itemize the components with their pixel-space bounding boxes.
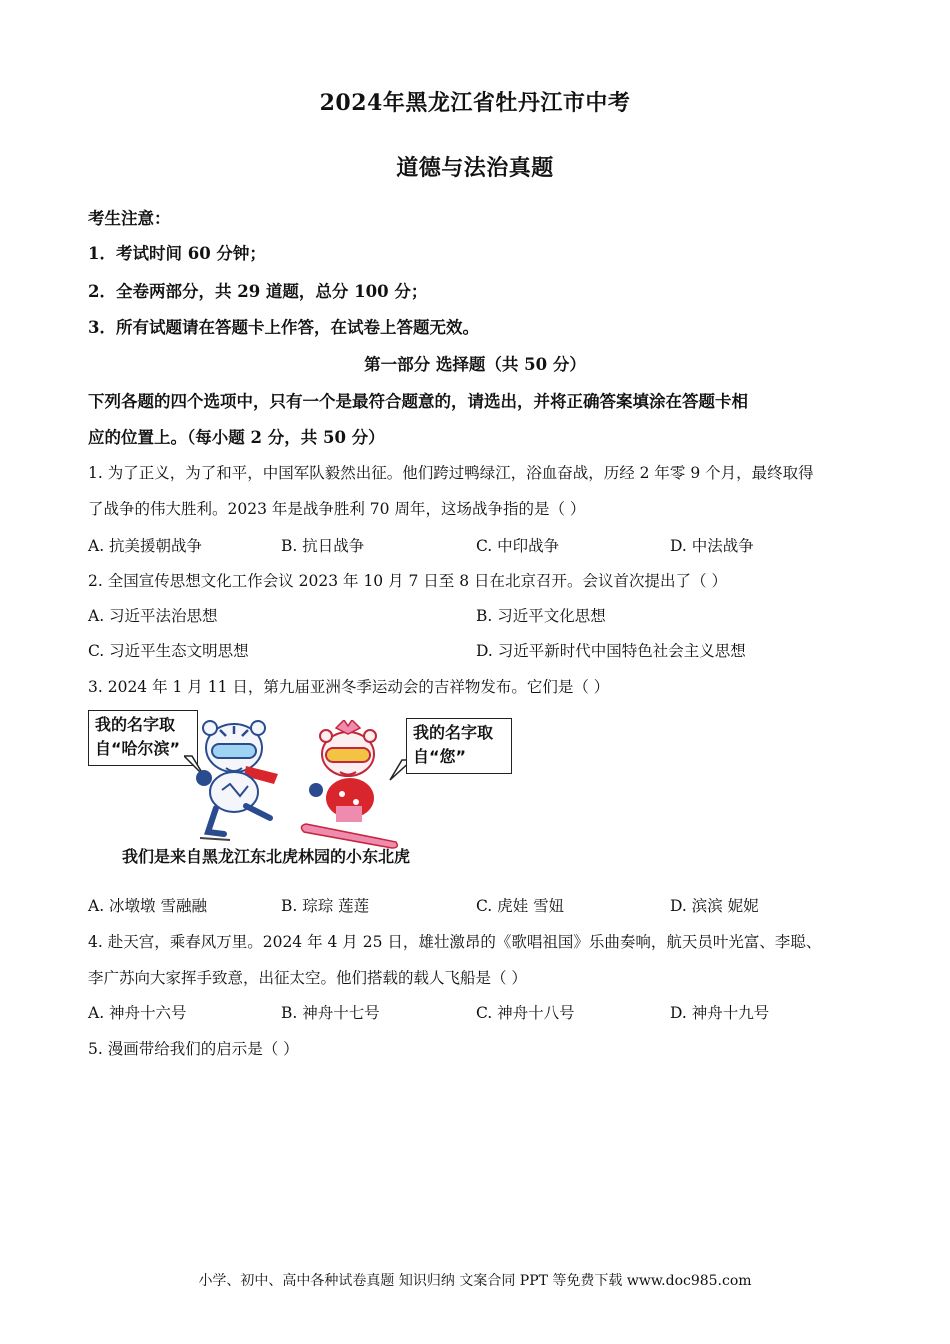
question-stem: 2. 全国宣传思想文化工作会议 2023 年 10 月 7 日至 8 日在北京召开。会议首次提出了（ ） [88, 572, 727, 590]
section-instruction: 下列各题的四个选项中，只有一个是最符合题意的，请选出，并将正确答案填涂在答题卡相 [88, 392, 748, 411]
notice-item: 2．全卷两部分，共 29 道题，总分 100 分； [88, 282, 428, 301]
option-b: B. 抗日战争 [281, 537, 365, 555]
bubble-text: 自“您” [413, 747, 467, 766]
mascot-nini [301, 720, 397, 848]
question-options [88, 604, 868, 626]
option-a: A. 冰墩墩 雪融融 [88, 897, 207, 915]
section-heading: 第一部分 选择题（共 50 分） [364, 355, 586, 374]
question-stem: 了战争的伟大胜利。2023 年是战争胜利 70 周年，这场战争指的是（ ） [88, 500, 586, 518]
page-footer: 小学、初中、高中各种试卷真题 知识归纳 文案合同 PPT 等免费下载 www.doc985.com [198, 1273, 752, 1289]
section-instruction: 应的位置上。（每小题 2 分，共 50 分） [88, 428, 385, 447]
option-a: A. 神舟十六号 [88, 1004, 187, 1022]
option-b: B. 习近平文化思想 [476, 607, 606, 625]
notice-item: 1．考试时间 60 分钟； [88, 244, 266, 263]
question-options [88, 894, 868, 916]
option-a: A. 习近平法治思想 [88, 607, 218, 625]
question-options [88, 534, 868, 556]
bubble-text: 自“哈尔滨” [95, 739, 181, 758]
question-stem: 3. 2024 年 1 月 11 日，第九届亚洲冬季运动会的吉祥物发布。它们是（ ） [88, 678, 610, 696]
mascot-figure [88, 710, 518, 870]
question-options [88, 1001, 868, 1023]
bubble-text: 我的名字取 [95, 715, 176, 734]
question-stem: 5. 漫画带给我们的启示是（ ） [88, 1040, 299, 1058]
speech-bubble-right [406, 718, 512, 774]
option-b: B. 琮琮 莲莲 [281, 897, 370, 915]
question-stem: 李广苏向大家挥手致意，出征太空。他们搭载的载人飞船是（ ） [88, 969, 527, 987]
option-d: D. 神舟十九号 [670, 1004, 770, 1022]
option-d: D. 滨滨 妮妮 [670, 897, 759, 915]
option-c: C. 虎娃 雪妞 [476, 897, 565, 915]
option-d: D. 习近平新时代中国特色社会主义思想 [476, 642, 746, 660]
mascot-illustration [186, 720, 404, 850]
option-d: D. 中法战争 [670, 537, 754, 555]
option-a: A. 抗美援朝战争 [88, 537, 203, 555]
exam-title-line1: 2024年黑龙江省牡丹江市中考 [319, 90, 631, 116]
question-stem: 1. 为了正义，为了和平，中国军队毅然出征。他们跨过鸭绿江，浴血奋战，历经 2 年零 9 个月，最终取得 [88, 464, 814, 482]
mascot-binbin [196, 721, 278, 840]
option-c: C. 神舟十八号 [476, 1004, 575, 1022]
figure-caption: 我们是来自黑龙江东北虎林园的小东北虎 [122, 847, 411, 866]
notice-heading: 考生注意： [88, 209, 171, 228]
question-options [88, 639, 868, 661]
option-b: B. 神舟十七号 [281, 1004, 380, 1022]
option-c: C. 习近平生态文明思想 [88, 642, 249, 660]
question-stem: 4. 赴天宫，乘春风万里。2024 年 4 月 25 日，雄壮激昂的《歌唱祖国》乐曲奏响，航天员叶光富、李聪、 [88, 933, 822, 951]
notice-item: 3．所有试题请在答题卡上作答，在试卷上答题无效。 [88, 318, 479, 337]
option-c: C. 中印战争 [476, 537, 560, 555]
bubble-text: 我的名字取 [413, 723, 494, 742]
exam-title-line2: 道德与法治真题 [396, 155, 554, 181]
speech-bubble-left [88, 710, 198, 766]
